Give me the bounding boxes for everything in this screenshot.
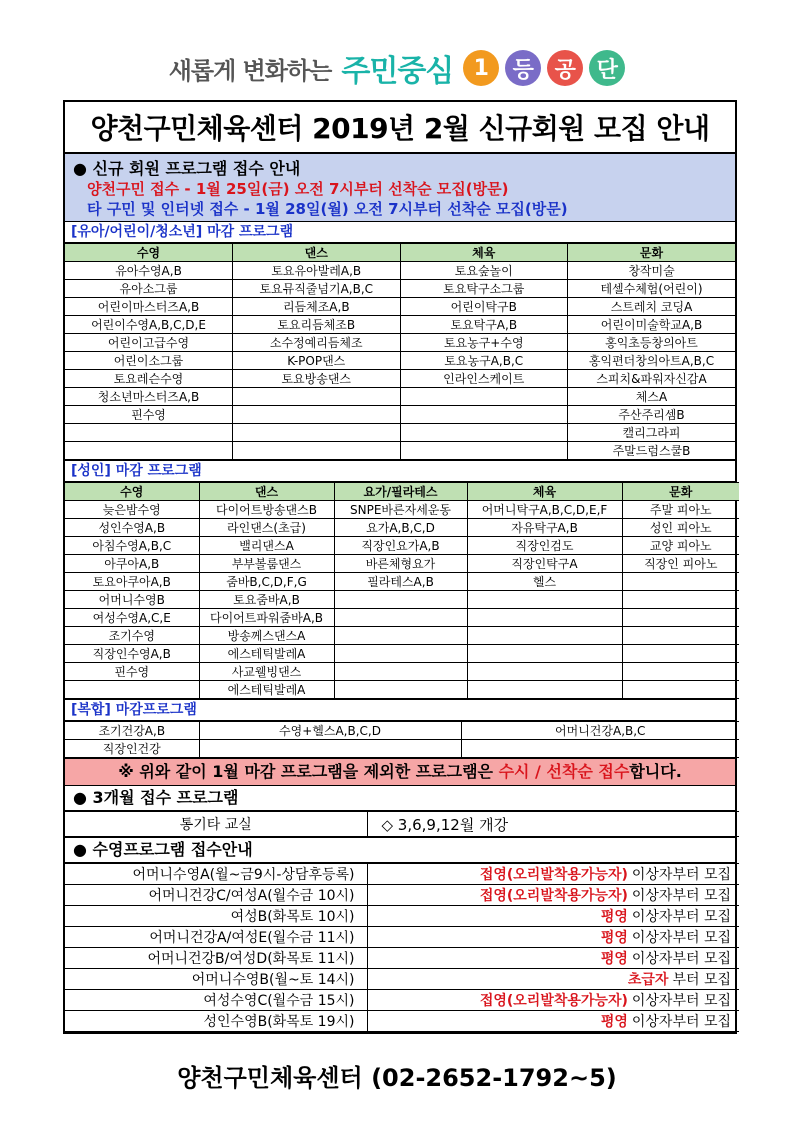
table-cell: 바른체형요가: [334, 555, 467, 573]
table-cell: [461, 740, 739, 758]
table-cell: [334, 645, 467, 663]
table-cell: 직장인 피아노: [622, 555, 739, 573]
swim-requirement: [367, 1011, 739, 1032]
three-month-desc: ◇ 3,6,9,12월 개강: [367, 812, 739, 837]
table-cell: 밸리댄스A: [199, 537, 334, 555]
table-cell: 소수정예리듬체조: [233, 334, 401, 352]
table-cell: 직장인요가A,B: [334, 537, 467, 555]
table-cell: 주말드럼스쿨B: [568, 442, 736, 460]
table-cell: [622, 627, 739, 645]
three-month-table: [65, 811, 739, 837]
table-cell: 직장인검도: [467, 537, 622, 555]
table-cell: [400, 406, 568, 424]
table-cell: 여성수영A,C,E: [65, 609, 199, 627]
table-cell: 토요농구A,B,C: [400, 352, 568, 370]
swim-requirement: [367, 948, 739, 969]
table-cell: 어린이마스터즈A,B: [65, 298, 233, 316]
table-cell: [334, 627, 467, 645]
swim-level: 평영: [600, 930, 628, 946]
table-cell: 늦은밤수영: [65, 501, 199, 519]
table-cell: 헬스: [467, 573, 622, 591]
table-row: [65, 519, 739, 537]
table-cell: [233, 424, 401, 442]
swim-level: 접영(오리발착용가능자): [479, 888, 628, 904]
table-cell: 요가A,B,C,D: [334, 519, 467, 537]
intake-heading: ● 신규 회원 프로그램 접수 안내: [73, 159, 301, 178]
table-cell: [622, 573, 739, 591]
table-row: [65, 262, 735, 280]
table-cell: 토요뮤직줄넘기A,B,C: [233, 280, 401, 298]
swim-level: 평영: [600, 909, 628, 925]
table-row: [65, 740, 739, 758]
table-cell: [65, 681, 199, 699]
table-cell: 사교웰빙댄스: [199, 663, 334, 681]
table-row: [65, 990, 739, 1011]
swim-requirement: [367, 906, 739, 927]
table-row: [65, 681, 739, 699]
table-row: [65, 501, 739, 519]
table-row: [65, 334, 735, 352]
table-cell: 핀수영: [65, 663, 199, 681]
table-cell: 아쿠아A,B: [65, 555, 199, 573]
adult-column-header: 문화: [622, 483, 739, 501]
swim-requirement: [367, 990, 739, 1011]
swim-class-name: 성인수영B(화목토 19시): [65, 1011, 367, 1032]
table-cell: 주말 피아노: [622, 501, 739, 519]
table-cell: [622, 681, 739, 699]
combo-heading: [복합] 마감프로그램: [65, 699, 735, 721]
table-cell: K-POP댄스: [233, 352, 401, 370]
table-cell: 라인댄스(초급): [199, 519, 334, 537]
swim-requirement: [367, 864, 739, 885]
swim-tail: 부터 모집: [672, 972, 731, 988]
table-cell: [622, 663, 739, 681]
table-row: [65, 722, 739, 740]
table-cell: 홍익초등창의아트: [568, 334, 736, 352]
slogan-lead: 새롭게 변화하는: [168, 56, 332, 85]
table-cell: 유아수영A,B: [65, 262, 233, 280]
table-cell: 다이어트방송댄스B: [199, 501, 334, 519]
table-cell: [400, 388, 568, 406]
swim-tail: 이상자부터 모집: [631, 951, 731, 967]
table-row: [65, 316, 735, 334]
table-cell: SNPE바른자세운동: [334, 501, 467, 519]
youth-heading: [유아/어린이/청소년] 마감 프로그램: [65, 222, 735, 243]
adult-column-header: 체육: [467, 483, 622, 501]
table-cell: [400, 424, 568, 442]
table-cell: 주산주리셈B: [568, 406, 736, 424]
adult-column-header: 댄스: [199, 483, 334, 501]
three-month-heading: ● 3개월 접수 프로그램: [65, 786, 735, 811]
table-cell: 아침수영A,B,C: [65, 537, 199, 555]
table-cell: 어린이고급수영: [65, 334, 233, 352]
swim-requirement: [367, 969, 739, 990]
table-row: [65, 370, 735, 388]
table-row: [65, 555, 739, 573]
table-cell: [65, 424, 233, 442]
table-row: [65, 537, 739, 555]
slogan: [0, 38, 794, 98]
table-cell: 필라테스A,B: [334, 573, 467, 591]
swim-heading: ● 수영프로그램 접수안내: [65, 837, 735, 863]
table-row: [65, 885, 739, 906]
table-cell: [334, 663, 467, 681]
table-row: [65, 663, 739, 681]
youth-column-header: 체육: [400, 244, 568, 262]
table-cell: [622, 609, 739, 627]
table-cell: 어머니탁구A,B,C,D,E,F: [467, 501, 622, 519]
table-cell: [65, 442, 233, 460]
combo-table: [65, 721, 739, 758]
table-cell: 어머니건강A,B,C: [461, 722, 739, 740]
table-cell: 토요농구+수영: [400, 334, 568, 352]
adult-column-header: 요가/필라테스: [334, 483, 467, 501]
table-cell: 토요리듬체조B: [233, 316, 401, 334]
swim-tail: 이상자부터 모집: [631, 867, 731, 883]
table-cell: 성인수영A,B: [65, 519, 199, 537]
table-row: [65, 609, 739, 627]
table-row: [65, 573, 739, 591]
swim-tail: 이상자부터 모집: [631, 888, 731, 904]
swim-level: 접영(오리발착용가능자): [479, 867, 628, 883]
table-cell: 홍익편더창의아트A,B,C: [568, 352, 736, 370]
table-row: [65, 352, 735, 370]
table-cell: 인라인스케이트: [400, 370, 568, 388]
swim-level: 초급자: [627, 972, 669, 988]
intake-line-other: 타 구민 및 인터넷 접수 - 1월 28일(월) 오전 7시부터 선착순 모집(방문): [87, 200, 568, 218]
table-cell: 어린이탁구B: [400, 298, 568, 316]
table-cell: 직장인건강: [65, 740, 199, 758]
slogan-circle-4: 단: [589, 50, 625, 86]
table-row: [65, 280, 735, 298]
table-cell: 어린이소그룹: [65, 352, 233, 370]
table-cell: 부부볼룸댄스: [199, 555, 334, 573]
swim-tail: 이상자부터 모집: [631, 909, 731, 925]
table-row: [65, 969, 739, 990]
table-cell: [467, 663, 622, 681]
table-cell: [400, 442, 568, 460]
table-row: [65, 645, 739, 663]
swim-class-name: 여성B(화목토 10시): [65, 906, 367, 927]
table-row: [65, 388, 735, 406]
swim-class-name: 어머니수영A(월~금9시-상담후등록): [65, 864, 367, 885]
table-cell: [467, 627, 622, 645]
table-cell: [622, 645, 739, 663]
footer-contact: 양천구민체육센터 (02-2652-1792~5): [177, 1064, 617, 1092]
table-row: [65, 627, 739, 645]
table-cell: 조기수영: [65, 627, 199, 645]
table-cell: 에스테틱발레A: [199, 681, 334, 699]
table-cell: 직장인탁구A: [467, 555, 622, 573]
notice-pre: ※ 위와 같이 1월 마감 프로그램을 제외한 프로그램은: [118, 762, 499, 781]
table-row: [65, 906, 739, 927]
table-cell: [199, 740, 461, 758]
table-row: [65, 424, 735, 442]
table-cell: [334, 681, 467, 699]
table-cell: [467, 645, 622, 663]
table-row: [65, 298, 735, 316]
slogan-circle-2: 등: [505, 50, 541, 86]
table-cell: 스트레치 코딩A: [568, 298, 736, 316]
swim-level: 평영: [600, 951, 628, 967]
youth-column-header: 문화: [568, 244, 736, 262]
swim-level: 접영(오리발착용가능자): [479, 993, 628, 1009]
swim-class-name: 어머니건강C/여성A(월수금 10시): [65, 885, 367, 906]
youth-column-header: 수영: [65, 244, 233, 262]
table-cell: 테셀수체험(어린이): [568, 280, 736, 298]
table-cell: 성인 피아노: [622, 519, 739, 537]
table-cell: 핀수영: [65, 406, 233, 424]
table-cell: [622, 591, 739, 609]
table-cell: 자유탁구A,B: [467, 519, 622, 537]
table-cell: 조기건강A,B: [65, 722, 199, 740]
table-row: [65, 442, 735, 460]
table-cell: 줌바B,C,D,F,G: [199, 573, 334, 591]
slogan-circle-3: 공: [547, 50, 583, 86]
three-month-program: 통기타 교실: [65, 812, 367, 837]
table-cell: 어린이미술학교A,B: [568, 316, 736, 334]
swim-requirement: [367, 885, 739, 906]
table-cell: 체스A: [568, 388, 736, 406]
table-cell: [233, 442, 401, 460]
notice-red: 수시 / 선착순 접수: [498, 762, 630, 781]
table-row: [65, 948, 739, 969]
table-cell: 토요방송댄스: [233, 370, 401, 388]
table-cell: 스피치&파워자신감A: [568, 370, 736, 388]
table-cell: 토요유아발레A,B: [233, 262, 401, 280]
adult-column-header: 수영: [65, 483, 199, 501]
table-row: [65, 864, 739, 885]
notice-banner: [65, 758, 735, 786]
table-cell: 방송께스댄스A: [199, 627, 334, 645]
table-cell: 에스테틱발레A: [199, 645, 334, 663]
youth-table: [65, 243, 735, 460]
table-row: [65, 406, 735, 424]
table-cell: 직장인수영A,B: [65, 645, 199, 663]
table-cell: [467, 681, 622, 699]
adult-heading: [성인] 마감 프로그램: [65, 460, 735, 482]
swim-tail: 이상자부터 모집: [631, 930, 731, 946]
table-cell: 창작미술: [568, 262, 736, 280]
intake-line-resident: 양천구민 접수 - 1월 25일(금) 오전 7시부터 선착순 모집(방문): [87, 180, 509, 198]
table-cell: 토요레슨수영: [65, 370, 233, 388]
table-row: [65, 927, 739, 948]
table-cell: 교양 피아노: [622, 537, 739, 555]
intake-section: [65, 154, 735, 222]
table-cell: [467, 591, 622, 609]
swim-class-name: 어머니수영B(월~토 14시): [65, 969, 367, 990]
table-cell: [467, 609, 622, 627]
table-cell: 다이어트파워줌바A,B: [199, 609, 334, 627]
table-cell: [334, 609, 467, 627]
table-cell: [233, 388, 401, 406]
table-cell: 토요탁구A,B: [400, 316, 568, 334]
swim-tail: 이상자부터 모집: [631, 993, 731, 1009]
swim-class-name: 어머니건강A/여성E(월수금 11시): [65, 927, 367, 948]
notice-document: [63, 100, 737, 1034]
slogan-circle-1: 1: [463, 50, 499, 86]
table-cell: 리듬체조A,B: [233, 298, 401, 316]
swim-table: [65, 863, 739, 1032]
youth-column-header: 댄스: [233, 244, 401, 262]
adult-table: [65, 482, 739, 699]
table-cell: [334, 591, 467, 609]
table-cell: 캘리그라피: [568, 424, 736, 442]
page-title: 양천구민체육센터 2019년 2월 신규회원 모집 안내: [65, 102, 735, 154]
swim-level: 평영: [600, 1014, 628, 1030]
table-cell: 토요탁구소그룹: [400, 280, 568, 298]
table-cell: 청소년마스터즈A,B: [65, 388, 233, 406]
table-cell: 토요줌바A,B: [199, 591, 334, 609]
table-row: [65, 1011, 739, 1032]
table-cell: 수영+헬스A,B,C,D: [199, 722, 461, 740]
table-cell: 어머니수영B: [65, 591, 199, 609]
swim-requirement: [367, 927, 739, 948]
table-cell: 토요숲놀이: [400, 262, 568, 280]
swim-class-name: 여성수영C(월수금 15시): [65, 990, 367, 1011]
swim-class-name: 어머니건강B/여성D(화목토 11시): [65, 948, 367, 969]
slogan-brand: 주민중심: [341, 54, 454, 89]
table-cell: 어린이수영A,B,C,D,E: [65, 316, 233, 334]
table-cell: 토요아쿠아A,B: [65, 573, 199, 591]
swim-tail: 이상자부터 모집: [631, 1014, 731, 1030]
table-cell: [233, 406, 401, 424]
table-cell: 유아소그룹: [65, 280, 233, 298]
notice-post: 합니다.: [629, 762, 682, 781]
table-row: [65, 591, 739, 609]
